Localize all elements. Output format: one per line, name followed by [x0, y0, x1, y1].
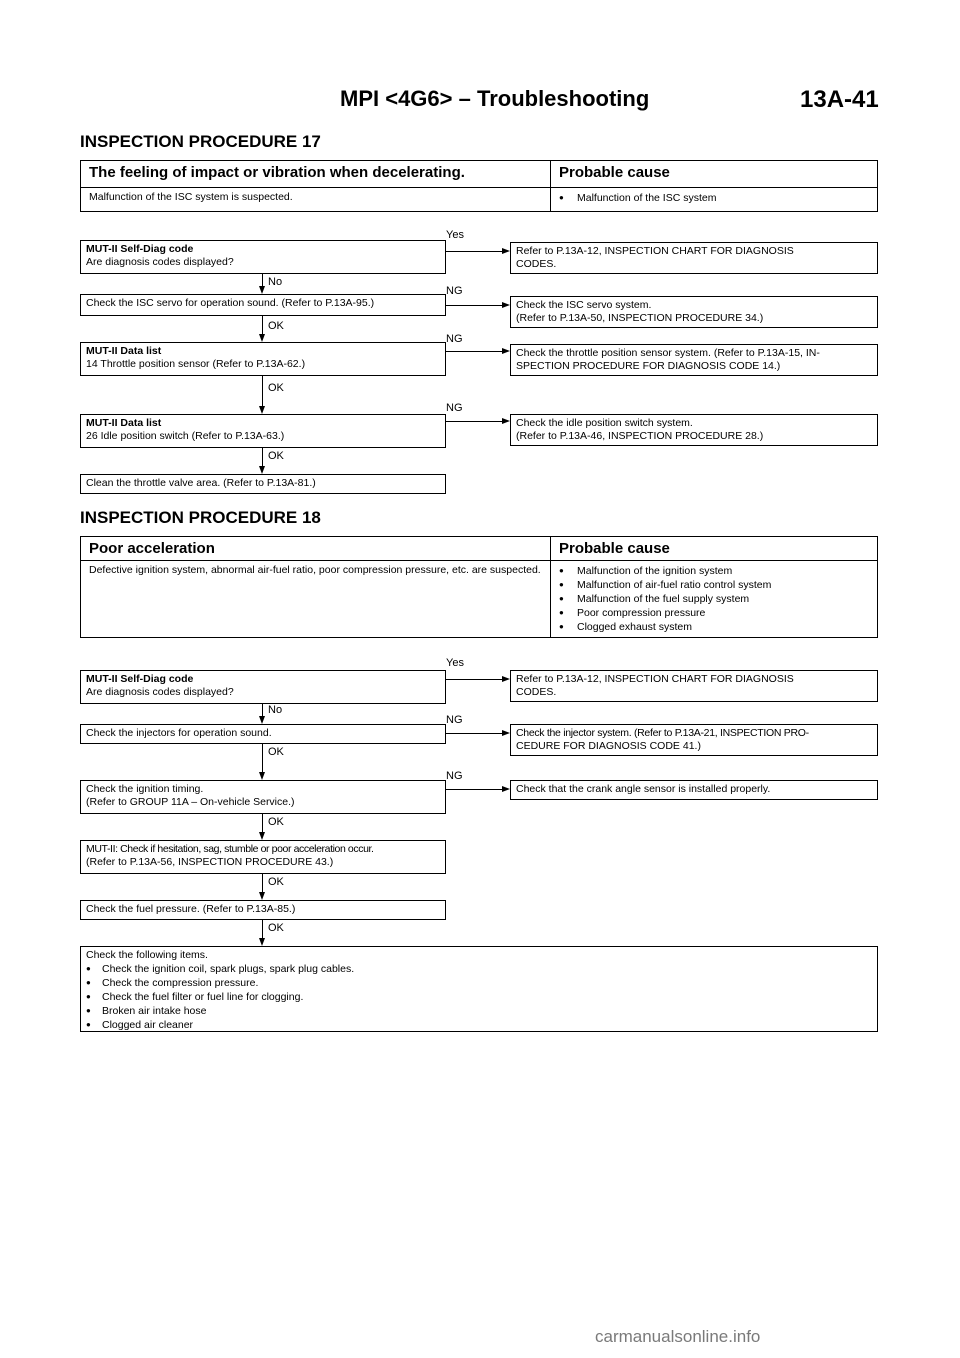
proc18-cause-label: Probable cause	[551, 537, 877, 561]
proc18-cause-item: ● Malfunction of the fuel supply system	[559, 592, 869, 606]
result-line: Check that the crank angle sensor is installed properly.	[516, 783, 771, 795]
proc18-cause-item: ● Clogged exhaust system	[559, 620, 869, 634]
down-label: OK	[268, 816, 284, 828]
proc18-symptom: Poor acceleration	[81, 537, 551, 561]
arrow-down-icon	[259, 772, 265, 780]
result-line: Check the injector system. (Refer to P.13A-21, INSPECTION PRO-	[516, 727, 809, 739]
down-label: OK	[268, 320, 284, 332]
step-line: Check the injectors for operation sound.	[86, 727, 272, 739]
step-line: Are diagnosis codes displayed?	[86, 686, 234, 698]
proc18-causes	[551, 561, 877, 637]
proc17-result-2	[510, 296, 878, 328]
branch-line	[446, 251, 502, 252]
page-header-title: MPI <4G6> – Troubleshooting	[340, 86, 650, 111]
proc17-symptom: The feeling of impact or vibration when decelerating.	[81, 161, 551, 188]
proc17-step-3	[80, 342, 446, 376]
proc17-step-5	[80, 474, 446, 494]
proc17-cause-item: ● Malfunction of the ISC system	[559, 191, 869, 205]
down-label: OK	[268, 746, 284, 758]
result-line: Check the idle position switch system.	[516, 417, 693, 429]
proc18-result-1	[510, 670, 878, 702]
down-label: OK	[268, 876, 284, 888]
branch-line	[446, 421, 502, 422]
branch-line	[446, 789, 502, 790]
branch-label: Yes	[446, 229, 464, 241]
arrow-right-icon	[502, 348, 510, 354]
proc17-title: INSPECTION PROCEDURE 17	[80, 132, 321, 151]
result-line: (Refer to P.13A-46, INSPECTION PROCEDURE 28.)	[516, 430, 764, 442]
final-item: ● Check the fuel filter or fuel line for clogging.	[86, 990, 872, 1004]
watermark: carmanualsonline.info	[595, 1327, 761, 1346]
arrow-down-icon	[259, 466, 265, 474]
branch-label: NG	[446, 770, 463, 782]
final-item: ● Clogged air cleaner	[86, 1018, 872, 1032]
proc17-step-4	[80, 414, 446, 448]
proc18-step-1	[80, 670, 446, 704]
proc18-result-3	[510, 780, 878, 800]
result-line: CODES.	[516, 258, 557, 270]
step-line: (Refer to GROUP 11A – On-vehicle Service.)	[86, 796, 295, 808]
proc17-cause-label: Probable cause	[551, 161, 877, 188]
arrow-right-icon	[502, 302, 510, 308]
arrow-down-icon	[259, 286, 265, 294]
arrow-right-icon	[502, 676, 510, 682]
down-line	[262, 744, 263, 772]
step-line: Clean the throttle valve area. (Refer to P.13A-81.)	[86, 477, 316, 489]
step-line: 14 Throttle position sensor (Refer to P.13A-62.)	[86, 358, 306, 370]
step-line: MUT-II: Check if hesitation, sag, stumble or poor acceleration occur.	[86, 843, 374, 855]
proc18-result-2	[510, 724, 878, 756]
down-line	[262, 376, 263, 406]
step-line: 26 Idle position switch (Refer to P.13A-63.)	[86, 430, 285, 442]
arrow-right-icon	[502, 248, 510, 254]
final-intro: Check the following items.	[86, 949, 208, 961]
step-line: (Refer to P.13A-56, INSPECTION PROCEDURE 43.)	[86, 856, 334, 868]
down-line	[262, 274, 263, 286]
down-line	[262, 704, 263, 716]
down-label: OK	[268, 922, 284, 934]
down-line	[262, 874, 263, 892]
step-line: MUT-II Self-Diag code	[86, 673, 194, 685]
final-item: ● Broken air intake hose	[86, 1004, 872, 1018]
branch-label: Yes	[446, 657, 464, 669]
arrow-down-icon	[259, 406, 265, 414]
proc18-step-2	[80, 724, 446, 744]
step-line: Check the ISC servo for operation sound. (Refer to P.13A-95.)	[86, 297, 375, 309]
proc17-result-4	[510, 414, 878, 446]
proc18-step-3	[80, 780, 446, 814]
proc17-result-3	[510, 344, 878, 376]
proc18-description: Defective ignition system, abnormal air-fuel ratio, poor compression pressure, etc. are suspected.	[81, 561, 551, 637]
proc18-final-check	[80, 946, 878, 1032]
result-line: Refer to P.13A-12, INSPECTION CHART FOR DIAGNOSIS	[516, 673, 794, 685]
arrow-down-icon	[259, 334, 265, 342]
result-line: CEDURE FOR DIAGNOSIS CODE 41.)	[516, 740, 701, 752]
down-label: No	[268, 704, 283, 716]
final-item: ● Check the compression pressure.	[86, 976, 872, 990]
final-item: ● Check the ignition coil, spark plugs, spark plug cables.	[86, 962, 872, 976]
arrow-right-icon	[502, 418, 510, 424]
proc18-cause-item: ● Malfunction of the ignition system	[559, 564, 869, 578]
proc18-step-4	[80, 840, 446, 874]
proc17-causes	[551, 188, 877, 211]
step-line: MUT-II Data list	[86, 417, 162, 429]
proc17-result-1	[510, 242, 878, 274]
arrow-down-icon	[259, 832, 265, 840]
step-line: Are diagnosis codes displayed?	[86, 256, 234, 268]
arrow-right-icon	[502, 786, 510, 792]
down-line	[262, 814, 263, 832]
branch-label: NG	[446, 402, 463, 414]
arrow-right-icon	[502, 730, 510, 736]
step-line: MUT-II Self-Diag code	[86, 243, 194, 255]
down-line	[262, 448, 263, 466]
result-line: Check the throttle position sensor system. (Refer to P.13A-15, IN-	[516, 347, 820, 359]
step-line: Check the fuel pressure. (Refer to P.13A-85.)	[86, 903, 296, 915]
down-label: OK	[268, 382, 284, 394]
result-line: (Refer to P.13A-50, INSPECTION PROCEDURE 34.)	[516, 312, 764, 324]
proc18-cause-item: ● Poor compression pressure	[559, 606, 869, 620]
result-line: CODES.	[516, 686, 557, 698]
proc18-step-5	[80, 900, 446, 920]
step-line: MUT-II Data list	[86, 345, 162, 357]
down-label: OK	[268, 450, 284, 462]
branch-line	[446, 351, 502, 352]
branch-label: NG	[446, 714, 463, 726]
proc17-summary-table	[80, 160, 878, 212]
arrow-down-icon	[259, 716, 265, 724]
branch-line	[446, 305, 502, 306]
down-label: No	[268, 276, 283, 288]
step-line: Check the ignition timing.	[86, 783, 204, 795]
result-line: SPECTION PROCEDURE FOR DIAGNOSIS CODE 14.)	[516, 360, 781, 372]
branch-label: NG	[446, 285, 463, 297]
proc18-summary-table	[80, 536, 878, 638]
branch-line	[446, 733, 502, 734]
result-line: Check the ISC servo system.	[516, 299, 652, 311]
proc17-step-2	[80, 294, 446, 316]
proc18-title: INSPECTION PROCEDURE 18	[80, 508, 321, 527]
down-line	[262, 920, 263, 938]
arrow-down-icon	[259, 938, 265, 946]
proc17-description: Malfunction of the ISC system is suspected.	[81, 188, 551, 211]
proc18-cause-item: ● Malfunction of air-fuel ratio control system	[559, 578, 869, 592]
arrow-down-icon	[259, 892, 265, 900]
final-items-list	[86, 962, 872, 1032]
branch-line	[446, 679, 502, 680]
result-line: Refer to P.13A-12, INSPECTION CHART FOR DIAGNOSIS	[516, 245, 794, 257]
down-line	[262, 316, 263, 334]
page-number: 13A-41	[800, 86, 879, 113]
proc17-step-1	[80, 240, 446, 274]
branch-label: NG	[446, 333, 463, 345]
